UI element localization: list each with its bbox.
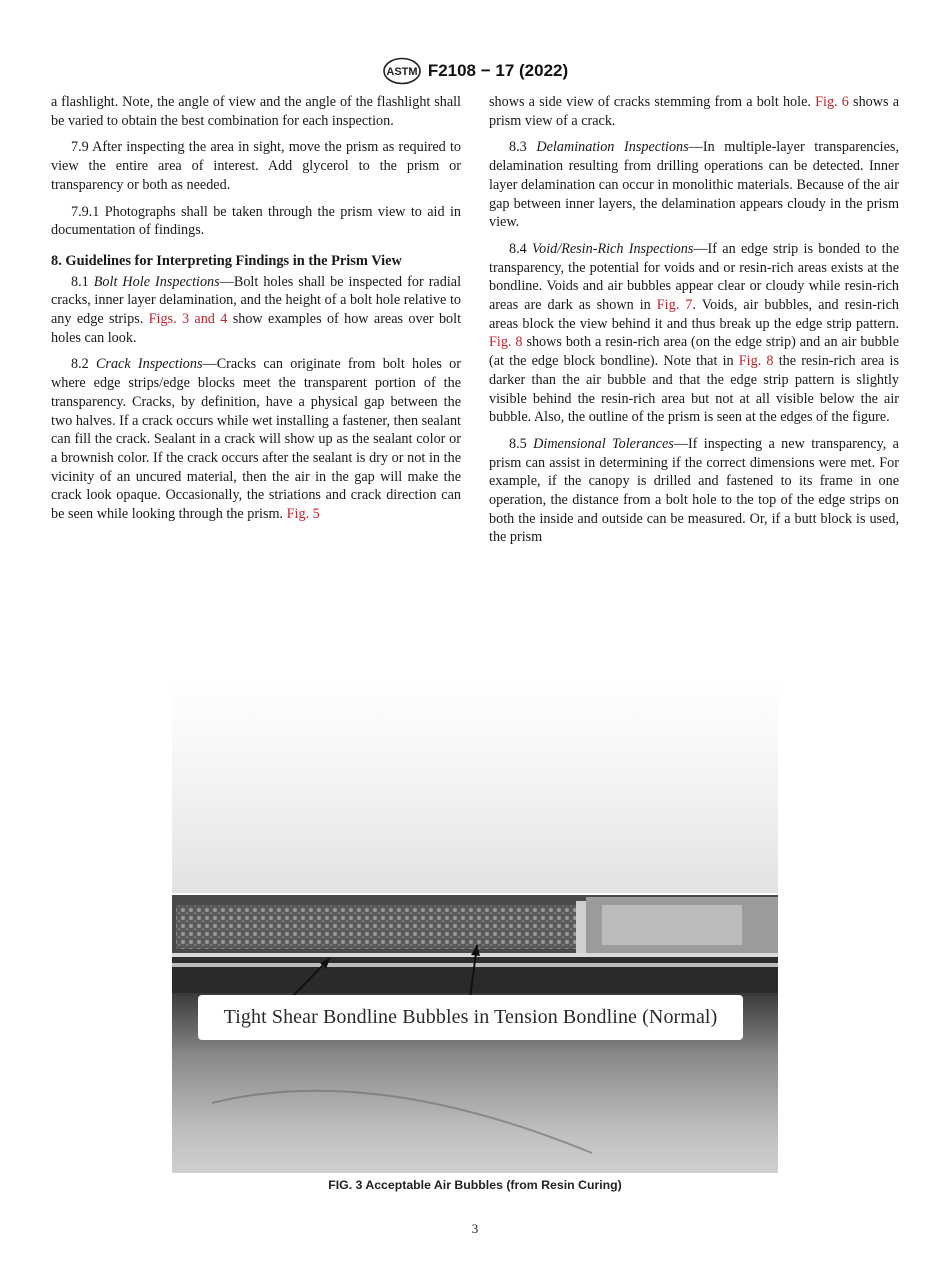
figure-link[interactable]: Fig. 5 — [286, 506, 320, 523]
paragraph-title: Crack Inspections — [95, 356, 203, 373]
figure-link[interactable]: Fig. 6 — [815, 94, 849, 110]
figure-3-photo — [172, 683, 778, 1173]
paragraph-8-3: 8.3 Delamination Inspections—In multiple-layer transparencies, delamination resulting from drilling operations can be detected. Inner layer delamination can occur in monolithic materials. Because of the air gap between inner layers, the delamination appears cloudy in the prism view. — [489, 139, 899, 231]
section-heading-8: 8. Guidelines for Interpreting Findings in the Prism View — [51, 252, 402, 269]
paragraph-title: Void/Resin-Rich Inspections — [532, 240, 694, 257]
paragraph-title: Dimensional Tolerances — [533, 435, 674, 452]
right-column — [489, 93, 899, 555]
figure-link[interactable]: Figs. 3 and 4 — [148, 311, 228, 328]
figure-link[interactable]: Fig. 8 — [738, 353, 774, 370]
paragraph-8-4: 8.4 Void/Resin-Rich Inspections—If an edge strip is bonded to the transparency, the potential for voids and or resin-rich areas exists at the bondline. Voids and air bubbles appear clear or cloudy while resin-rich areas are dark as shown in Fig. 7. Voids, air bubbles, and resin-rich areas block the view behind it and thus break up the edge strip pattern. Fig. 8 shows both a resin-rich area (on the edge strip) and an air bubble (at the edge block bondline). Note that in Fig. 8 the resin-rich area is darker than the air bubble and that the edge strip pattern is slightly visible behind the resin-rich area but not at all visible below the air bubble. Also, the outline of the prism is seen at the edges of the figure. — [489, 240, 900, 426]
paragraph-8-2-continued: shows a side view of cracks stemming from a bolt hole. Fig. 6 shows a prism view of a crack. — [489, 94, 899, 129]
page-number: 3 — [471, 1221, 479, 1236]
figure-link[interactable]: Fig. 8 — [489, 334, 523, 351]
figure-annotation-label: Tight Shear Bondline Bubbles in Tension Bondline (Normal) — [198, 995, 743, 1040]
paragraph-7-9: 7.9 After inspecting the area in sight, move the prism as required to view the entire area of interest. Add glycerol to the prism or transparency or both as needed. — [51, 139, 461, 193]
paragraph-title: Delamination Inspections — [536, 139, 689, 156]
paragraph-8-2: 8.2 Crack Inspections—Cracks can originate from bolt holes or where edge strips/edge blocks meet the transparent portion of the transparency. Cracks, by definition, have a physical gap between the two halves. If a crack occurs while wet installing a fastener, then sealant can fill the crack. Sealant in a crack will show up as the sealant color or a brownish color. If the crack occurs after the sealant is dry or not in the vicinity of an uncured material, then the air in the gap will make the crack look opaque. Occasionally, the striations and crack direction can be seen while looking through the prism. Fig. 5 — [51, 356, 461, 523]
prism-view-photo — [172, 683, 778, 1173]
page-header — [0, 57, 950, 85]
paragraph-8-1: 8.1 Bolt Hole Inspections—Bolt holes shall be inspected for radial cracks, inner layer delamination, and the height of a bolt hole relative to any edge strips. Figs. 3 and 4 show examples of how areas over bolt holes can look. — [51, 273, 462, 346]
paragraph-7-9-1: 7.9.1 Photographs shall be taken through the prism view to aid in documentation of findings. — [51, 203, 461, 239]
astm-logo-icon — [382, 57, 422, 85]
document-designation: F2108 − 17 (2022) — [427, 61, 569, 80]
svg-text:ASTM: ASTM — [386, 66, 418, 78]
figure-link[interactable]: Fig. 7 — [656, 297, 693, 314]
paragraph-7-8-continued: a flashlight. Note, the angle of view and the angle of the flashlight shall be varied to obtain the best combination for each inspection. — [51, 94, 461, 129]
paragraph-title: Bolt Hole Inspections — [93, 273, 220, 290]
paragraph-8-5: 8.5 Dimensional Tolerances—If inspecting a new transparency, a prism can assist in determining if the correct dimensions were met. For example, if the canopy is drilled and fastened to its frame in one operation, the distance from a bolt hole to the top of the edge strips on both the inside and outside can be measured. Or, if a butt block is used, the prism — [489, 435, 899, 546]
left-column — [51, 93, 461, 532]
figure-caption: FIG. 3 Acceptable Air Bubbles (from Resin Curing) — [328, 1178, 622, 1192]
